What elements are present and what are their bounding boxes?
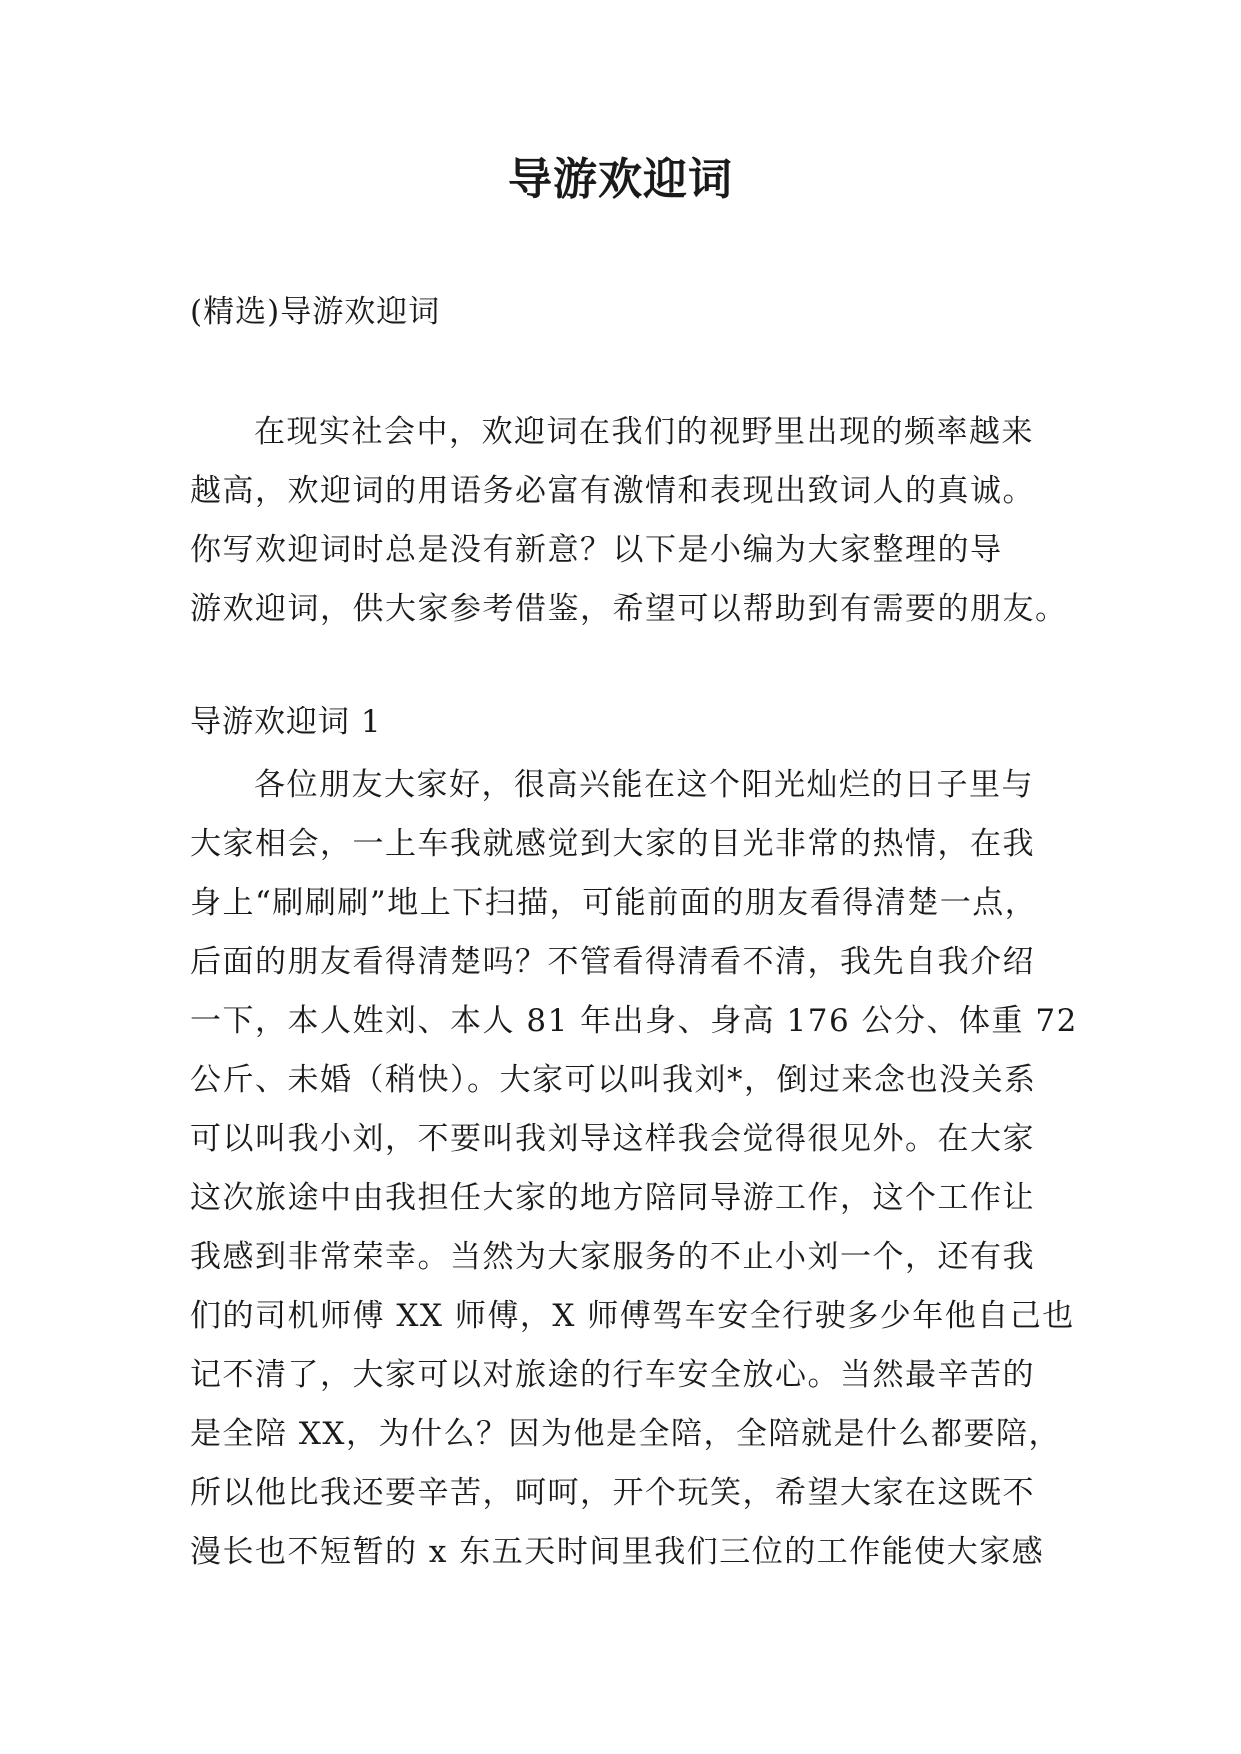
paragraph-line: 一下，本人姓刘、本人 81 年出身、身高 176 公分、体重 72 <box>190 1003 1078 1039</box>
intro-line: 越高，欢迎词的用语务必富有激情和表现出致词人的真诚。 <box>190 473 1035 509</box>
intro-paragraph <box>190 403 1070 639</box>
intro-line: 游欢迎词，供大家参考借鉴，希望可以帮助到有需要的朋友。 <box>190 591 1068 627</box>
paragraph-line: 记不清了，大家可以对旅途的行车安全放心。当然最辛苦的 <box>190 1357 1035 1393</box>
document-title: 导游欢迎词 <box>508 154 733 205</box>
paragraph-line: 公斤、未婚（稍快）。大家可以叫我刘*，倒过来念也没关系 <box>190 1062 1037 1098</box>
paragraph-line: 后面的朋友看得清楚吗？不管看得清看不清，我先自我介绍 <box>190 944 1035 980</box>
paragraph-line: 所以他比我还要辛苦，呵呵，开个玩笑，希望大家在这既不 <box>190 1475 1035 1511</box>
paragraph-line: 漫长也不短暂的 x 东五天时间里我们三位的工作能使大家感 <box>190 1534 1045 1570</box>
paragraph-line: 是全陪 XX，为什么？因为他是全陪，全陪就是什么都要陪， <box>190 1416 1061 1452</box>
intro-line: 在现实社会中，欢迎词在我们的视野里出现的频率越来 <box>254 414 1034 450</box>
intro-line: 你写欢迎词时总是没有新意？以下是小编为大家整理的导 <box>190 532 1003 568</box>
paragraph-line: 可以叫我小刘，不要叫我刘导这样我会觉得很见外。在大家 <box>190 1121 1035 1157</box>
paragraph-line: 这次旅途中由我担任大家的地方陪同导游工作，这个工作让 <box>190 1180 1035 1216</box>
paragraph-line: 身上“刷刷刷”地上下扫描，可能前面的朋友看得清楚一点， <box>190 885 1038 921</box>
paragraph-line: 各位朋友大家好，很高兴能在这个阳光灿烂的日子里与 <box>254 767 1034 803</box>
paragraph-1 <box>190 756 1078 1582</box>
paragraph-line: 大家相会，一上车我就感觉到大家的目光非常的热情，在我 <box>190 826 1035 862</box>
paragraph-line: 我感到非常荣幸。当然为大家服务的不止小刘一个，还有我 <box>190 1239 1035 1275</box>
paragraph-line: 们的司机师傅 XX 师傅，X 师傅驾车安全行驶多少年他自己也 <box>190 1298 1075 1334</box>
document-subtitle: (精选)导游欢迎词 <box>190 294 441 330</box>
section-heading: 导游欢迎词 1 <box>190 704 382 740</box>
